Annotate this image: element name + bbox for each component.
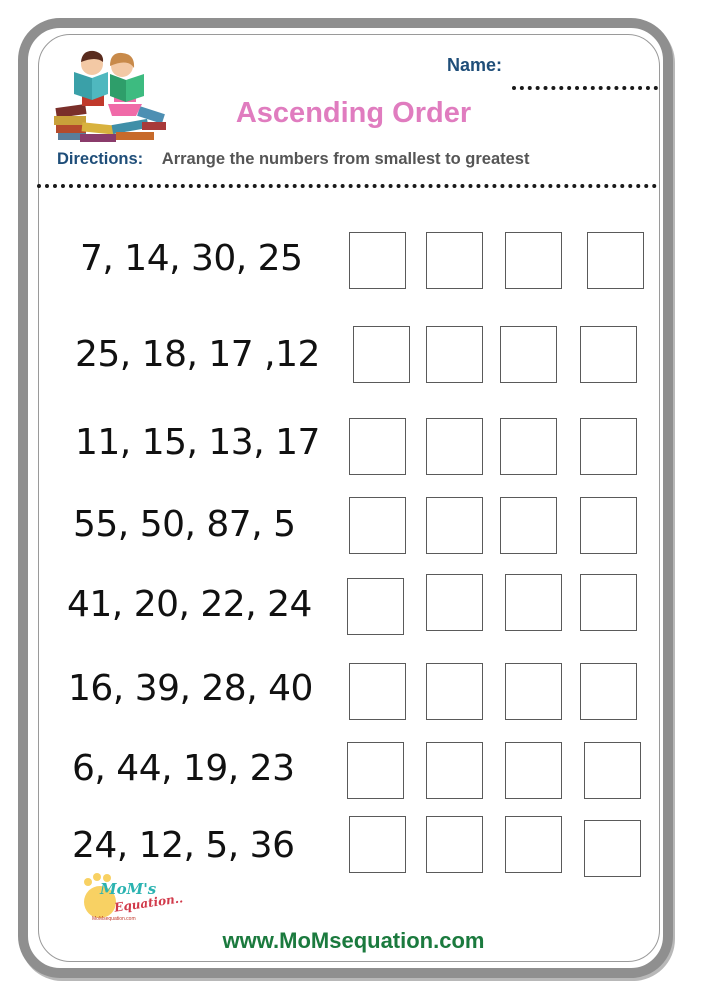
number-set-4: 55, 50, 87, 5	[73, 504, 296, 545]
answer-box-3-4[interactable]	[580, 418, 637, 475]
children-reading-illustration	[52, 44, 170, 148]
answer-box-2-2[interactable]	[426, 326, 483, 383]
number-set-1: 7, 14, 30, 25	[80, 238, 303, 279]
answer-box-5-4[interactable]	[580, 574, 637, 631]
logo-text-equation: Equation..	[113, 891, 184, 915]
moms-equation-logo	[80, 872, 200, 932]
answer-box-6-2[interactable]	[426, 663, 483, 720]
answer-box-7-3[interactable]	[505, 742, 562, 799]
answer-box-4-2[interactable]	[426, 497, 483, 554]
answer-box-8-4[interactable]	[584, 820, 641, 877]
answer-box-6-3[interactable]	[505, 663, 562, 720]
answer-box-1-3[interactable]	[505, 232, 562, 289]
answer-box-7-4[interactable]	[584, 742, 641, 799]
logo-text-moms: MoM's	[100, 880, 157, 898]
directions	[57, 150, 529, 169]
answer-box-3-3[interactable]	[500, 418, 557, 475]
answer-box-2-1[interactable]	[353, 326, 410, 383]
answer-box-7-1[interactable]	[347, 742, 404, 799]
answer-box-3-2[interactable]	[426, 418, 483, 475]
answer-box-1-1[interactable]	[349, 232, 406, 289]
answer-box-2-4[interactable]	[580, 326, 637, 383]
answer-box-4-3[interactable]	[500, 497, 557, 554]
answer-box-5-2[interactable]	[426, 574, 483, 631]
name-label: Name:	[447, 55, 503, 75]
answer-box-8-1[interactable]	[349, 816, 406, 873]
answer-box-8-3[interactable]	[505, 816, 562, 873]
answer-box-4-4[interactable]	[580, 497, 637, 554]
answer-box-7-2[interactable]	[426, 742, 483, 799]
dotted-divider	[37, 184, 657, 188]
answer-box-6-1[interactable]	[349, 663, 406, 720]
answer-box-1-2[interactable]	[426, 232, 483, 289]
website-link[interactable]: www.MoMsequation.com	[222, 928, 485, 953]
answer-box-1-4[interactable]	[587, 232, 644, 289]
name-input-line[interactable]	[512, 86, 658, 90]
worksheet-title: Ascending Order	[235, 97, 472, 129]
answer-box-5-1[interactable]	[347, 578, 404, 635]
answer-box-4-1[interactable]	[349, 497, 406, 554]
number-set-3: 11, 15, 13, 17	[75, 422, 320, 463]
directions-label: Directions:	[57, 150, 144, 168]
answer-box-6-4[interactable]	[580, 663, 637, 720]
answer-box-5-3[interactable]	[505, 574, 562, 631]
answer-box-2-3[interactable]	[500, 326, 557, 383]
directions-text: Arrange the numbers from smallest to greatest	[161, 150, 530, 168]
number-set-5: 41, 20, 22, 24	[67, 584, 312, 625]
answer-box-3-1[interactable]	[349, 418, 406, 475]
number-set-2: 25, 18, 17 ,12	[75, 334, 320, 375]
answer-box-8-2[interactable]	[426, 816, 483, 873]
number-set-6: 16, 39, 28, 40	[68, 668, 313, 709]
number-set-7: 6, 44, 19, 23	[72, 748, 295, 789]
logo-text-small: MoMsequation.com	[92, 916, 136, 922]
number-set-8: 24, 12, 5, 36	[72, 825, 295, 866]
